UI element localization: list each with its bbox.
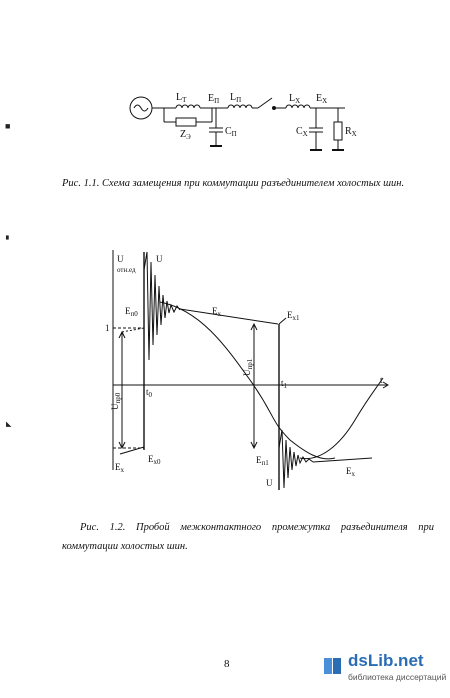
label-ex1: $E_{x1}$: [287, 310, 300, 322]
figure-1-caption: Рис. 1.1. Схема замещения при коммутации разъединителем холостых шин.: [62, 178, 405, 189]
label-u-pr1: $U_{пр1}$: [242, 358, 254, 376]
label-e-p1: $E_{п1}$: [256, 455, 269, 467]
source-voltage-curve: [160, 302, 335, 459]
label-u-axis: U: [117, 254, 124, 264]
label-lp: $L_П$: [230, 92, 242, 104]
label-u-top: U: [156, 254, 163, 264]
label-cp: $C_П$: [225, 126, 237, 138]
label-ze: $Z_Э$: [180, 129, 191, 141]
figure-2-caption: Рис. 1.2. Пробой межконтактного промежутка разъединителя при коммутации холостых шин.: [62, 522, 434, 552]
label-t1: $t_1$: [281, 378, 288, 390]
label-rx: $R_X$: [345, 126, 357, 138]
label-u-bottom: U: [266, 478, 273, 488]
label-t-axis: t: [380, 375, 383, 385]
label-e-p0: $E_{п0}$: [125, 306, 138, 318]
label-ex: $E_X$: [316, 93, 328, 105]
label-lx: $L_X$: [289, 93, 301, 105]
scan-speck: ◣: [6, 420, 12, 428]
logo-subtitle: библиотека диссертаций: [348, 672, 447, 682]
label-ex-mid: $E_x$: [212, 306, 221, 318]
dslib-logo[interactable]: [322, 651, 447, 687]
label-cx: $C_X$: [296, 126, 308, 138]
page-number: 8: [224, 658, 230, 670]
label-ex0: $E_{x0}$: [148, 454, 161, 466]
scan-speck: ▘: [6, 236, 12, 244]
label-t0: $t_0$: [146, 387, 153, 399]
label-one: 1: [105, 323, 110, 333]
book-icon: [322, 655, 344, 677]
scan-speck: ■: [5, 121, 11, 131]
label-u-pr0: $U_{пр0}$: [110, 392, 122, 410]
label-lt: $L_T$: [176, 92, 187, 104]
label-ex-right: $E_x$: [346, 466, 355, 478]
label-ex-low: $E_x$: [115, 462, 124, 474]
rising-curve: [300, 378, 383, 459]
label-ep: $E_П$: [208, 93, 220, 105]
label-u-axis-unit: отн.ед: [117, 266, 136, 274]
logo-brand: dsLib.net: [348, 651, 424, 670]
